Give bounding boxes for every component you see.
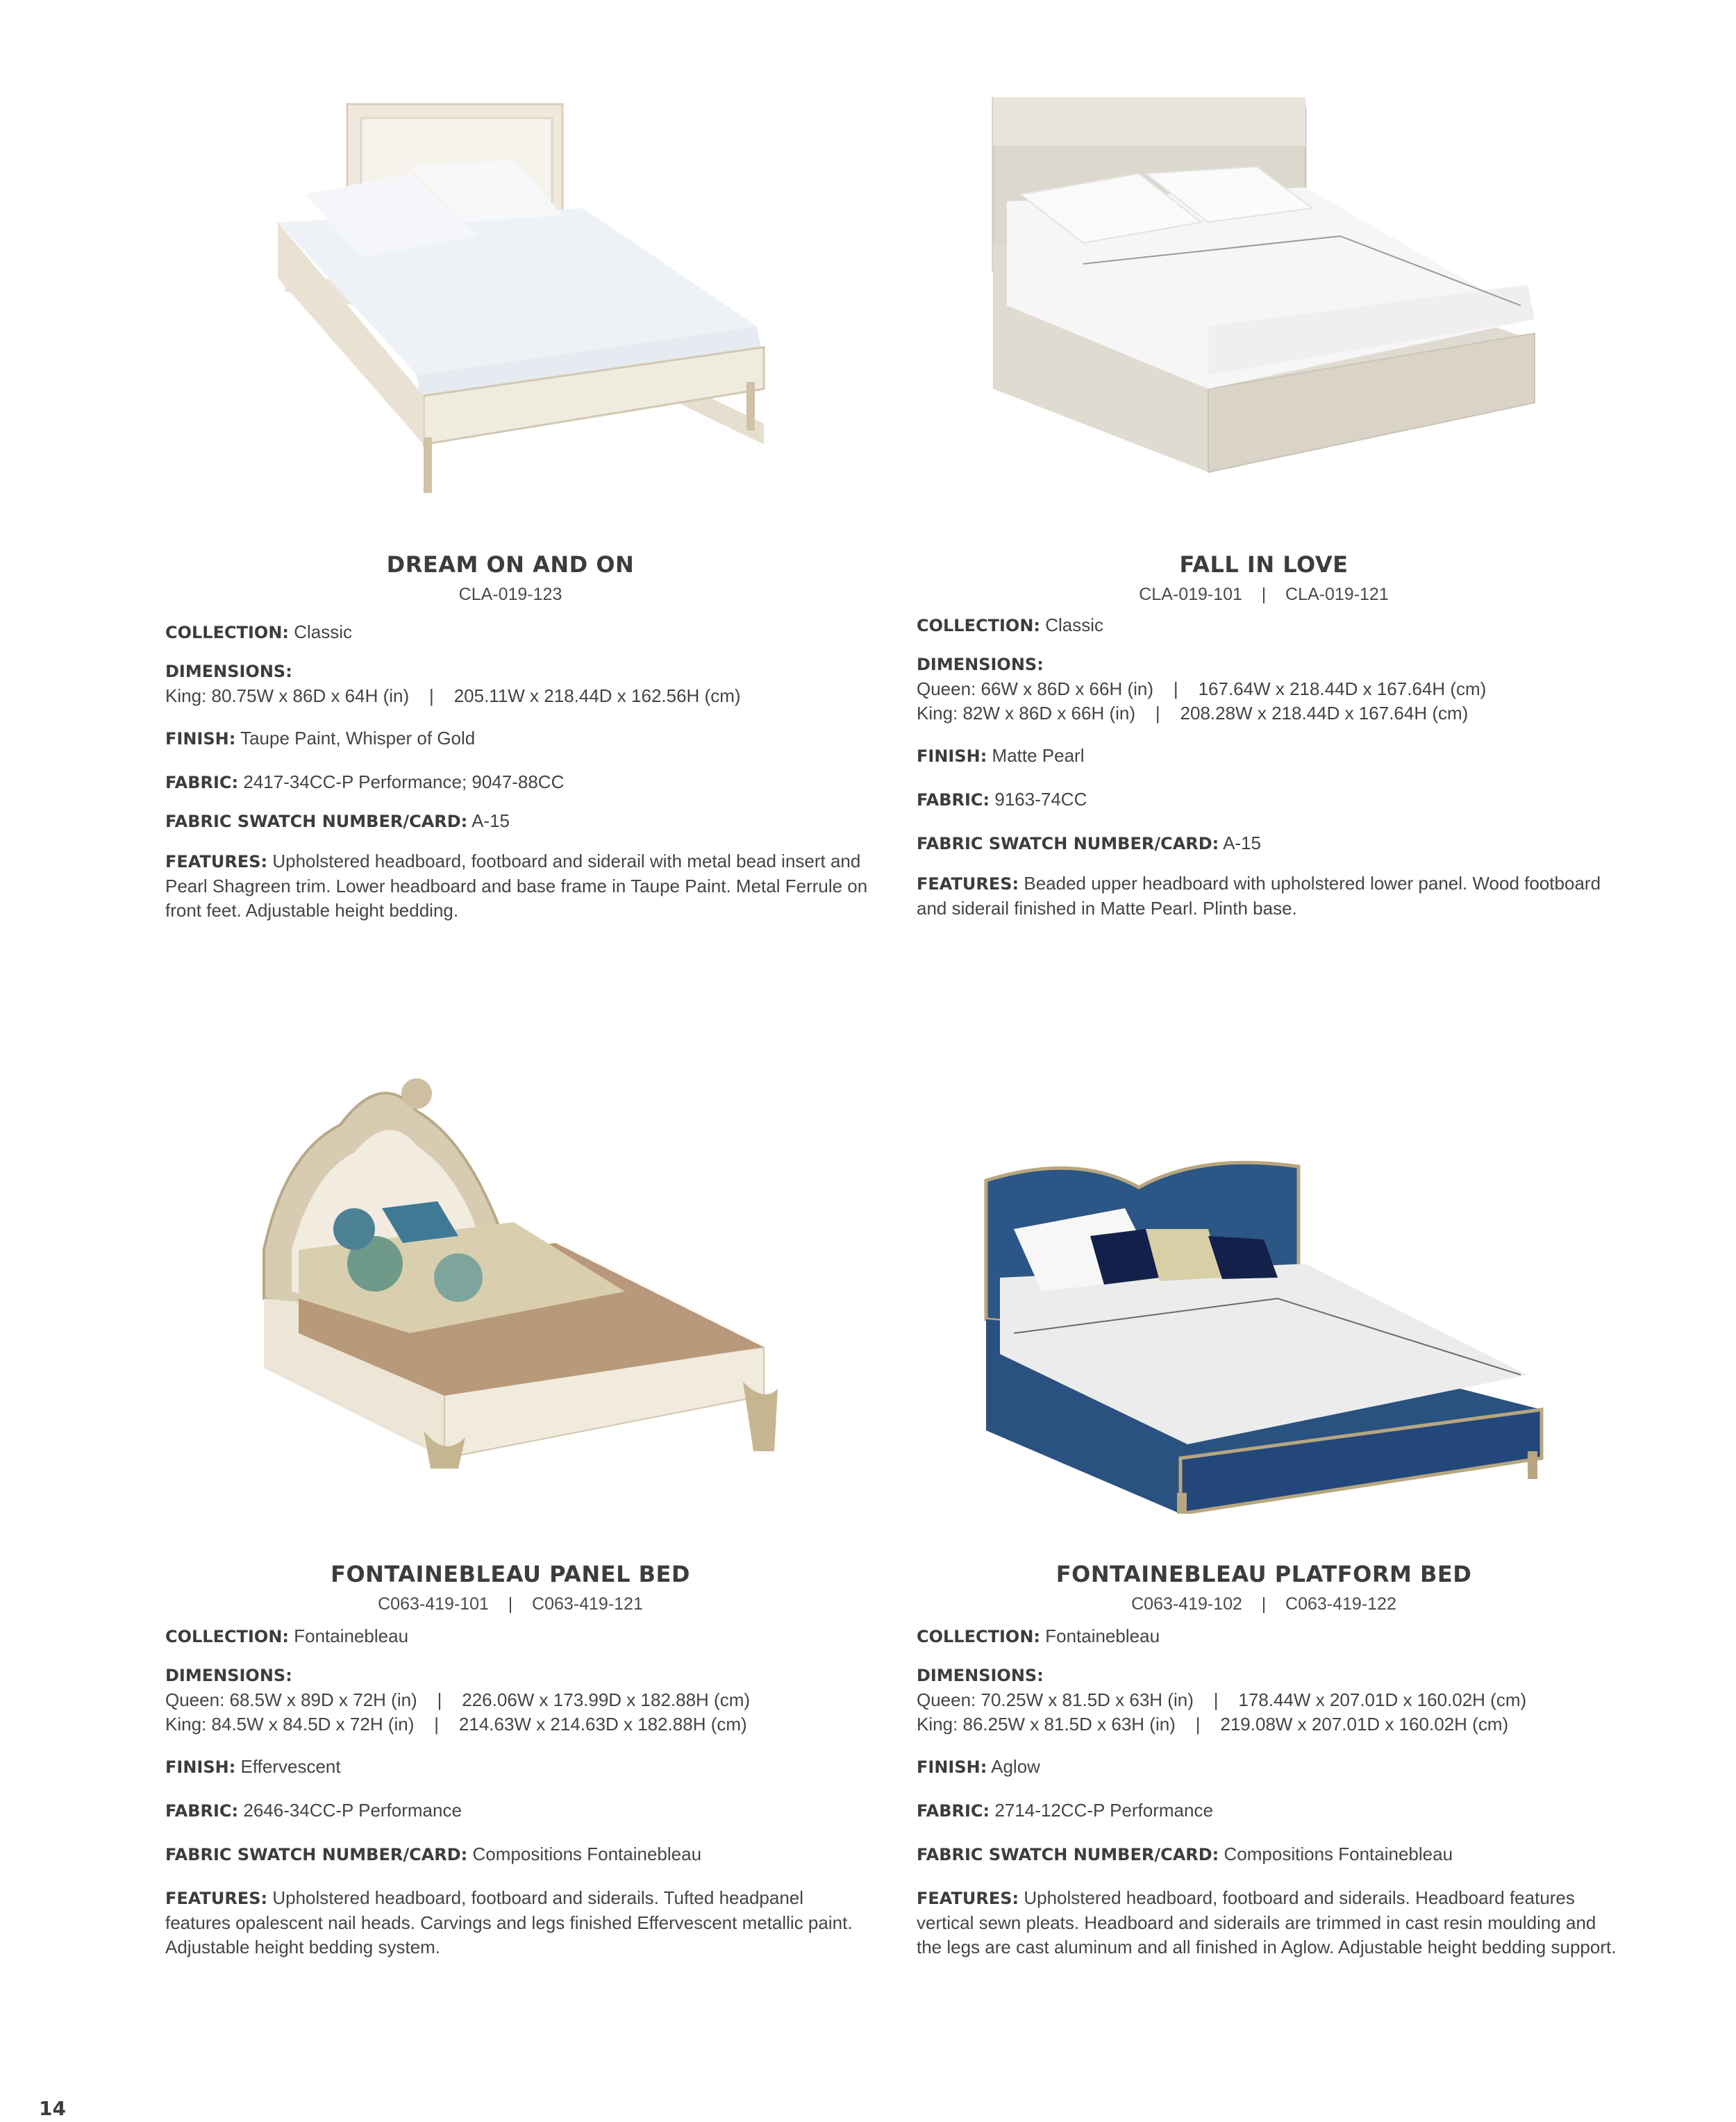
product-title: FONTAINEBLEAU PLATFORM BED: [1055, 1561, 1472, 1587]
page-number: 14: [39, 2097, 66, 2120]
product-title: DREAM ON AND ON: [386, 551, 635, 578]
fabric-row: [165, 1798, 874, 1823]
product-image-fall-in-love: [979, 97, 1549, 486]
fabric-value: 2714-12CC-P Performance: [994, 1800, 1213, 1821]
dimensions-row: [917, 1663, 1625, 1737]
swatch-value: A-15: [471, 810, 510, 831]
finish-label: FINISH:: [165, 729, 236, 749]
fabric-value: 2646-34CC-P Performance: [243, 1800, 462, 1821]
product-image-fontainebleau-platform-bed: [972, 1125, 1555, 1514]
fabric-row: [165, 770, 874, 795]
fabric-value: 2417-34CC-P Performance; 9047-88CC: [243, 771, 565, 792]
features-label: FEATURES:: [917, 1889, 1019, 1908]
features-value: Beaded upper headboard with upholstered lower panel. Wood footboard and siderail finished in Matte Pearl. Plinth base.: [917, 873, 1601, 919]
features-row: [917, 871, 1625, 921]
product-specs: [165, 620, 874, 923]
features-label: FEATURES:: [917, 874, 1019, 894]
finish-label: FINISH:: [917, 1757, 987, 1777]
product-sku: C063-419-101 | C063-419-121: [378, 1594, 643, 1614]
dimensions-label: DIMENSIONS:: [165, 1666, 292, 1685]
collection-label: COLLECTION:: [917, 616, 1040, 635]
fabric-label: FABRIC:: [917, 790, 990, 810]
features-row: [165, 849, 874, 923]
swatch-value: Compositions Fontainebleau: [472, 1844, 702, 1864]
dimensions-row: [165, 659, 874, 708]
collection-value: Classic: [294, 621, 353, 642]
features-row: [917, 1886, 1625, 1960]
dimension-line: King: 80.75W x 86D x 64H (in) | 205.11W x 218.44D x 162.56H (cm): [165, 685, 741, 706]
features-row: [165, 1886, 874, 1960]
dimension-line: King: 86.25W x 81.5D x 63H (in) | 219.08W x 207.01D x 160.02H (cm): [917, 1714, 1509, 1735]
fabric-row: [917, 1798, 1625, 1823]
swatch-value: A-15: [1223, 833, 1261, 853]
fabric-label: FABRIC:: [165, 773, 239, 792]
collection-value: Fontainebleau: [1045, 1626, 1160, 1646]
finish-value: Effervescent: [240, 1756, 341, 1777]
finish-value: Matte Pearl: [992, 745, 1085, 766]
product-title: FALL IN LOVE: [1179, 551, 1349, 578]
swatch-row: [165, 1842, 874, 1867]
product-image-fontainebleau-panel-bed: [236, 1069, 806, 1472]
collection-label: COLLECTION:: [165, 623, 289, 642]
collection-row: [917, 613, 1625, 638]
swatch-label: FABRIC SWATCH NUMBER/CARD:: [917, 834, 1219, 853]
finish-row: [917, 1755, 1625, 1780]
collection-value: Fontainebleau: [294, 1626, 409, 1646]
dimensions-row: [917, 652, 1625, 726]
dimension-line: Queen: 70.25W x 81.5D x 63H (in) | 178.44W x 207.01D x 160.02H (cm): [917, 1689, 1527, 1710]
swatch-label: FABRIC SWATCH NUMBER/CARD:: [917, 1845, 1219, 1864]
features-value: Upholstered headboard, footboard and siderail with metal bead insert and Pearl Shagreen trim. Lower headboard and base frame in Taupe Paint. Metal Ferrule on front feet. Adjustable height bedding.: [165, 851, 868, 921]
swatch-label: FABRIC SWATCH NUMBER/CARD:: [165, 812, 468, 831]
finish-label: FINISH:: [917, 746, 987, 766]
bed-photo-icon: [236, 1069, 806, 1472]
product-specs: [917, 1624, 1625, 1960]
dimension-line: Queen: 66W x 86D x 66H (in) | 167.64W x 218.44D x 167.64H (cm): [917, 678, 1487, 699]
features-value: Upholstered headboard, footboard and siderails. Tufted headpanel features opalescent nail heads. Carvings and legs finished Effervescent metallic paint. Adjustable height bedding system.: [165, 1887, 853, 1957]
finish-value: Aglow: [991, 1756, 1040, 1777]
product-specs: [917, 613, 1625, 921]
finish-row: [165, 726, 874, 751]
features-value: Upholstered headboard, footboard and siderails. Headboard features vertical sewn pleats. Headboard and siderails are trimmed in cast resin moulding and the legs are cast aluminum and all finished in Aglow. Adjustable height bedding support.: [917, 1887, 1617, 1957]
fabric-label: FABRIC:: [165, 1801, 239, 1821]
dimensions-label: DIMENSIONS:: [917, 1666, 1044, 1685]
product-sku: C063-419-102 | C063-419-122: [1131, 1594, 1396, 1614]
fabric-label: FABRIC:: [917, 1801, 990, 1821]
dimension-line: Queen: 68.5W x 89D x 72H (in) | 226.06W x 173.99D x 182.88H (cm): [165, 1689, 751, 1710]
collection-row: [165, 1624, 874, 1649]
dimension-line: King: 84.5W x 84.5D x 72H (in) | 214.63W x 214.63D x 182.88H (cm): [165, 1714, 747, 1735]
finish-value: Taupe Paint, Whisper of Gold: [240, 728, 476, 749]
collection-row: [165, 620, 874, 645]
product-image-dream-on-and-on: [236, 97, 792, 500]
finish-label: FINISH:: [165, 1757, 236, 1777]
collection-label: COLLECTION:: [917, 1627, 1040, 1646]
product-title: FONTAINEBLEAU PANEL BED: [331, 1561, 690, 1587]
collection-value: Classic: [1045, 615, 1104, 635]
dimensions-label: DIMENSIONS:: [165, 662, 292, 681]
bed-photo-icon: [972, 1125, 1555, 1514]
finish-row: [165, 1755, 874, 1780]
product-specs: [165, 1624, 874, 1960]
product-sku: CLA-019-123: [458, 585, 562, 604]
dimensions-label: DIMENSIONS:: [917, 655, 1044, 674]
collection-label: COLLECTION:: [165, 1627, 289, 1646]
finish-row: [917, 744, 1625, 769]
dimensions-row: [165, 1663, 874, 1737]
dimension-line: King: 82W x 86D x 66H (in) | 208.28W x 218.44D x 167.64H (cm): [917, 703, 1469, 724]
fabric-value: 9163-74CC: [994, 789, 1087, 810]
collection-row: [917, 1624, 1625, 1649]
features-label: FEATURES:: [165, 852, 268, 871]
swatch-row: [917, 1842, 1625, 1867]
swatch-value: Compositions Fontainebleau: [1224, 1844, 1453, 1864]
product-sku: CLA-019-101 | CLA-019-121: [1139, 585, 1389, 604]
bed-photo-icon: [979, 97, 1549, 486]
swatch-row: [917, 831, 1625, 856]
fabric-row: [917, 787, 1625, 812]
bed-photo-icon: [236, 97, 792, 500]
features-label: FEATURES:: [165, 1889, 268, 1908]
swatch-label: FABRIC SWATCH NUMBER/CARD:: [165, 1845, 468, 1864]
swatch-row: [165, 809, 874, 834]
